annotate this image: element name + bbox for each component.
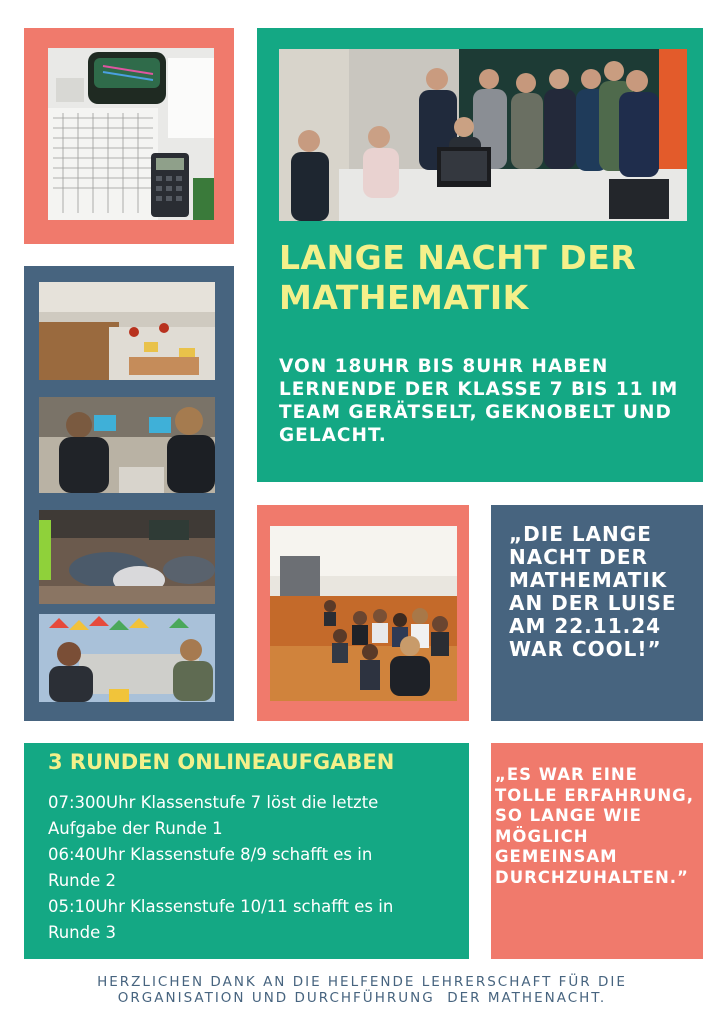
photo-puzzles-calculator xyxy=(48,48,214,220)
photo-kitchen-snacks xyxy=(39,282,215,380)
photo-group-students xyxy=(279,49,687,221)
footer-line-2: ORGANISATION UND DURCHFÜHRUNG DER MATHENACHT. xyxy=(117,990,607,1006)
photo-students-laptops xyxy=(39,397,215,493)
rounds-line-1: 07:300Uhr Klassenstufe 7 löst die letzte Aufgabe der Runde 1 xyxy=(48,793,379,838)
rounds-title: 3 RUNDEN ONLINEAUFGABEN xyxy=(48,750,395,774)
quote-experience: „ES WAR EINE TOLLE ERFAHRUNG, SO LANGE WIE MÖGLICH GEMEINSAM DURCHZUHALTEN.” xyxy=(495,765,694,887)
rounds-line-2: 06:40Uhr Klassenstufe 8/9 schafft es in Runde 2 xyxy=(48,845,373,890)
footer-thanks xyxy=(0,974,724,1006)
rounds-line-3: 05:10Uhr Klassenstufe 10/11 schafft es in Runde 3 xyxy=(48,897,394,942)
page-title: LANGE NACHT DER MATHEMATIK xyxy=(279,238,637,317)
photo-sleeping-floor xyxy=(39,510,215,604)
footer-line-1: HERZLICHEN DANK AN DIE HELFENDE LEHRERSCHAFT FÜR DIE xyxy=(97,974,627,990)
quote-luise: „DIE LANGE NACHT DER MATHEMATIK AN DER LUISE AM 22.11.24 WAR COOL!” xyxy=(509,522,677,661)
photo-auditorium xyxy=(270,526,457,701)
page-subtitle: VON 18UHR BIS 8UHR HABEN LERNENDE DER KLASSE 7 BIS 11 IM TEAM GERÄTSELT, GEKNOBELT UND GELACHT. xyxy=(279,356,679,446)
photo-students-table xyxy=(39,614,215,702)
